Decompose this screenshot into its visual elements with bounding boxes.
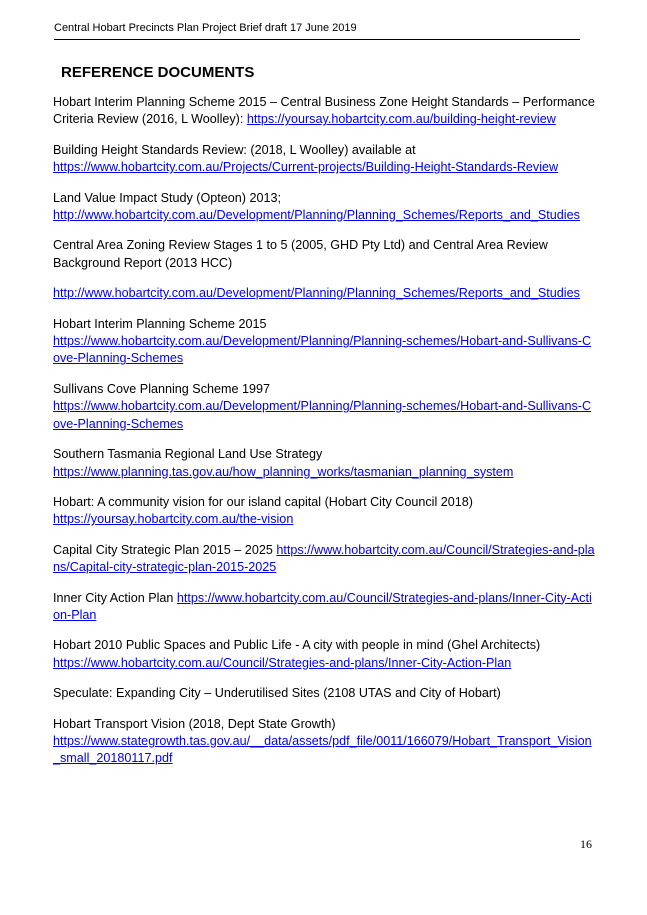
reference-link[interactable]: https://www.stategrowth.tas.gov.au/__data/assets/pdf_file/0011/166079/Hobart_Transport_Vision_small_20180117.pdf bbox=[53, 733, 592, 766]
reference-text: Hobart: A community vision for our island capital (Hobart City Council 2018) bbox=[53, 494, 473, 509]
reference-item bbox=[53, 716, 598, 768]
reference-link[interactable]: https://www.hobartcity.com.au/Development/Planning/Planning-schemes/Hobart-and-Sullivans-Cove-Planning-Schemes bbox=[53, 399, 592, 431]
reference-item bbox=[53, 637, 598, 672]
page-number: 16 bbox=[580, 837, 592, 851]
reference-text: Hobart 2010 Public Spaces and Public Life - A city with people in mind (Ghel Architects) bbox=[53, 638, 541, 653]
reference-text: Central Area Zoning Review Stages 1 to 5 (2005, GHD Pty Ltd) and Central Area Review Background Report (2013 HCC) bbox=[53, 238, 548, 270]
reference-item bbox=[53, 381, 598, 433]
reference-item bbox=[53, 237, 598, 272]
reference-text: Hobart Interim Planning Scheme 2015 – Central Business Zone Height Standards – Performance Criteria Review (2016, L Woolley): bbox=[53, 95, 595, 127]
reference-text: Sullivans Cove Planning Scheme 1997 bbox=[53, 381, 271, 396]
reference-link[interactable]: https://www.hobartcity.com.au/Council/Strategies-and-plans/Inner-City-Action-Plan bbox=[53, 655, 512, 670]
reference-link[interactable]: https://www.hobartcity.com.au/Development/Planning/Planning-schemes/Hobart-and-Sullivans-Cove-Planning-Schemes bbox=[53, 334, 592, 366]
reference-item bbox=[53, 685, 598, 702]
reference-link[interactable]: http://www.hobartcity.com.au/Development/Planning/Planning_Schemes/Reports_and_Studies bbox=[53, 208, 580, 223]
reference-text: Speculate: Expanding City – Underutilised Sites (2108 UTAS and City of Hobart) bbox=[53, 686, 501, 701]
reference-text: Hobart Interim Planning Scheme 2015 bbox=[53, 316, 267, 331]
reference-link[interactable]: https://yoursay.hobartcity.com.au/building-height-review bbox=[246, 112, 556, 127]
reference-item bbox=[53, 285, 598, 302]
reference-link[interactable]: http://www.hobartcity.com.au/Development/Planning/Planning_Schemes/Reports_and_Studies bbox=[53, 286, 580, 301]
reference-item bbox=[53, 142, 598, 177]
section-heading: REFERENCE DOCUMENTS bbox=[61, 64, 255, 81]
reference-text: Land Value Impact Study (Opteon) 2013; bbox=[53, 190, 281, 205]
reference-link[interactable]: https://yoursay.hobartcity.com.au/the-vision bbox=[53, 512, 294, 527]
reference-text: Capital City Strategic Plan 2015 – 2025 bbox=[53, 542, 277, 557]
reference-item bbox=[53, 542, 598, 577]
reference-item bbox=[53, 446, 598, 481]
reference-item bbox=[53, 494, 598, 529]
reference-link[interactable]: https://www.planning.tas.gov.au/how_planning_works/tasmanian_planning_system bbox=[53, 464, 514, 479]
reference-text: Southern Tasmania Regional Land Use Strategy bbox=[53, 447, 323, 462]
reference-list bbox=[53, 94, 598, 781]
reference-item bbox=[53, 316, 598, 368]
reference-text: Inner City Action Plan bbox=[53, 590, 177, 605]
reference-item bbox=[53, 94, 598, 129]
reference-text: Hobart Transport Vision (2018, Dept State Growth) bbox=[53, 716, 336, 731]
reference-link[interactable]: https://www.hobartcity.com.au/Council/Strategies-and-plans/Inner-City-Action-Plan bbox=[53, 590, 592, 622]
reference-text: Building Height Standards Review: (2018, L Woolley) available at bbox=[53, 142, 416, 157]
reference-link[interactable]: https://www.hobartcity.com.au/Projects/Current-projects/Building-Height-Standards-Review bbox=[53, 160, 559, 175]
page-header: Central Hobart Precincts Plan Project Brief draft 17 June 2019 bbox=[54, 22, 580, 40]
reference-item bbox=[53, 190, 598, 225]
reference-link[interactable]: https://www.hobartcity.com.au/Council/Strategies-and-plans/Capital-city-strategic-plan-2015-2025 bbox=[53, 542, 595, 575]
reference-item bbox=[53, 590, 598, 625]
